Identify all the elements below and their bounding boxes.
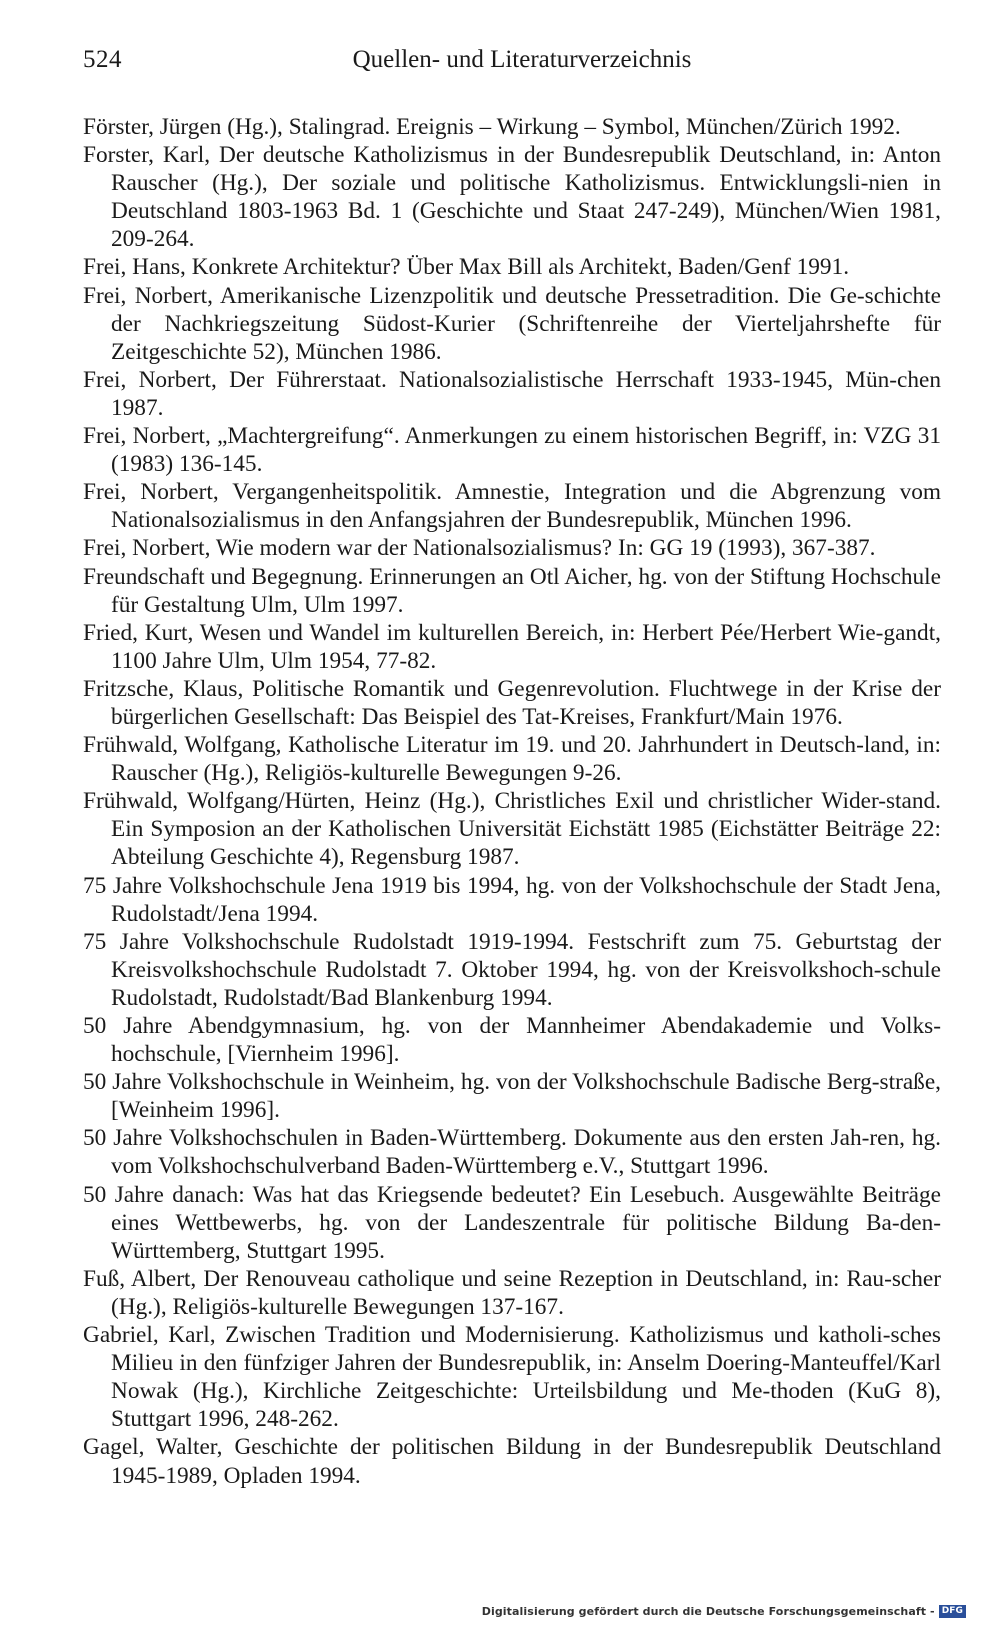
bibliography-entry: Forster, Karl, Der deutsche Katholizismus in der Bundesrepublik Deutschland, in: Anton Rauscher (Hg.), Der soziale und politische Katholizismus. Entwicklungsli-nien in Deutschland 1803-1963 Bd. 1 (Geschichte und Staat 247-249), München/Wien 1981, 209-264.: [83, 142, 941, 253]
bibliography-entry: Frühwald, Wolfgang, Katholische Literatur im 19. und 20. Jahrhundert in Deutsch-land, in: Rauscher (Hg.), Religiös-kulturelle Bewegungen 9-26.: [83, 732, 941, 787]
bibliography-entry: 50 Jahre Volkshochschulen in Baden-Württemberg. Dokumente aus den ersten Jah-ren, hg. vom Volkshochschulverband Baden-Württemberg e.V., Stuttgart 1996.: [83, 1125, 941, 1180]
bibliography-entry: Gabriel, Karl, Zwischen Tradition und Modernisierung. Katholizismus und katholi-sches Milieu in den fünfziger Jahren der Bundesrepublik, in: Anselm Doering-Manteuffel/Karl Nowak (Hg.), Kirchliche Zeitgeschichte: Urteilsbildung und Me-thoden (KuG 8), Stuttgart 1996, 248-262.: [83, 1322, 941, 1433]
bibliography-entry: 50 Jahre Volkshochschule in Weinheim, hg. von der Volkshochschule Badische Berg-straße, [Weinheim 1996].: [83, 1069, 941, 1124]
bibliography-entry: Fried, Kurt, Wesen und Wandel im kulturellen Bereich, in: Herbert Pée/Herbert Wie-gandt, 1100 Jahre Ulm, Ulm 1954, 77-82.: [83, 619, 941, 674]
bibliography-entry: Frei, Norbert, Der Führerstaat. Nationalsozialistische Herrschaft 1933-1945, Mün-chen 1987.: [83, 366, 941, 421]
digitization-credit: [482, 1605, 966, 1618]
credit-text: Digitalisierung gefördert durch die Deutsche Forschungsgemeinschaft -: [481, 1605, 935, 1618]
bibliography-entry: Gagel, Walter, Geschichte der politischen Bildung in der Bundesrepublik Deutschland 1945-1989, Opladen 1994.: [83, 1434, 941, 1489]
bibliography-entry: Frei, Norbert, Wie modern war der Nationalsozialismus? In: GG 19 (1993), 367-387.: [83, 535, 876, 562]
bibliography-entry: Förster, Jürgen (Hg.), Stalingrad. Ereignis – Wirkung – Symbol, München/Zürich 1992.: [83, 114, 901, 140]
bibliography-entry: Fritzsche, Klaus, Politische Romantik und Gegenrevolution. Fluchtwege in der Krise der bürgerlichen Gesellschaft: Das Beispiel des Tat-Kreises, Frankfurt/Main 1976.: [83, 675, 941, 730]
bibliography-entry: Frei, Norbert, Vergangenheitspolitik. Amnestie, Integration und die Abgrenzung vom Nationalsozialismus in den Anfangsjahren der Bundesrepublik, München 1996.: [83, 479, 941, 534]
bibliography-entry: 50 Jahre danach: Was hat das Kriegsende bedeutet? Ein Lesebuch. Ausgewählte Beiträge eines Wettbewerbs, hg. von der Landeszentrale für politische Bildung Ba-den-Württemberg, Stuttgart 1995.: [83, 1181, 941, 1264]
bibliography-entry: 75 Jahre Volkshochschule Jena 1919 bis 1994, hg. von der Volkshochschule der Stadt Jena, Rudolstadt/Jena 1994.: [83, 872, 941, 927]
bibliography-entry: Frei, Norbert, „Machtergreifung“. Anmerkungen zu einem historischen Begriff, in: VZG 31 (1983) 136-145.: [83, 423, 941, 478]
bibliography-entry: Freundschaft und Begegnung. Erinnerungen an Otl Aicher, hg. von der Stiftung Hochschule für Gestaltung Ulm, Ulm 1997.: [83, 563, 941, 618]
bibliography-entry: Fuß, Albert, Der Renouveau catholique und seine Rezeption in Deutschland, in: Rau-scher (Hg.), Religiös-kulturelle Bewegungen 137-167.: [83, 1265, 941, 1320]
bibliography-entry: 50 Jahre Abendgymnasium, hg. von der Mannheimer Abendakademie und Volks-hochschule, [Viernheim 1996].: [83, 1013, 941, 1068]
bibliography-list: [83, 113, 941, 1490]
bibliography-entry: Frei, Hans, Konkrete Architektur? Über Max Bill als Architekt, Baden/Genf 1991.: [83, 254, 850, 281]
bibliography-entry: Frühwald, Wolfgang/Hürten, Heinz (Hg.), Christliches Exil und christlicher Wider-stand. Ein Symposion an der Katholischen Universität Eichstätt 1985 (Eichstätter Beiträge 22: Abteilung Geschichte 4), Regensburg 1987.: [83, 788, 941, 871]
dfg-logo-icon: DFG: [939, 1605, 966, 1618]
running-head: Quellen- und Literaturverzeichnis: [352, 46, 692, 73]
page-number: 524: [83, 46, 122, 73]
bibliography-entry: 75 Jahre Volkshochschule Rudolstadt 1919-1994. Festschrift zum 75. Geburtstag der Kreisvolkshochschule Rudolstadt 7. Oktober 1994, hg. von der Kreisvolkshoch-schule Rudolstadt, Rudolstadt/Bad Blankenburg 1994.: [83, 928, 941, 1011]
bibliography-entry: Frei, Norbert, Amerikanische Lizenzpolitik und deutsche Pressetradition. Die Ge-schichte der Nachkriegszeitung Südost-Kurier (Schriftenreihe der Vierteljahrshefte für Zeitgeschichte 52), München 1986.: [83, 282, 941, 365]
page-header: [83, 46, 943, 86]
